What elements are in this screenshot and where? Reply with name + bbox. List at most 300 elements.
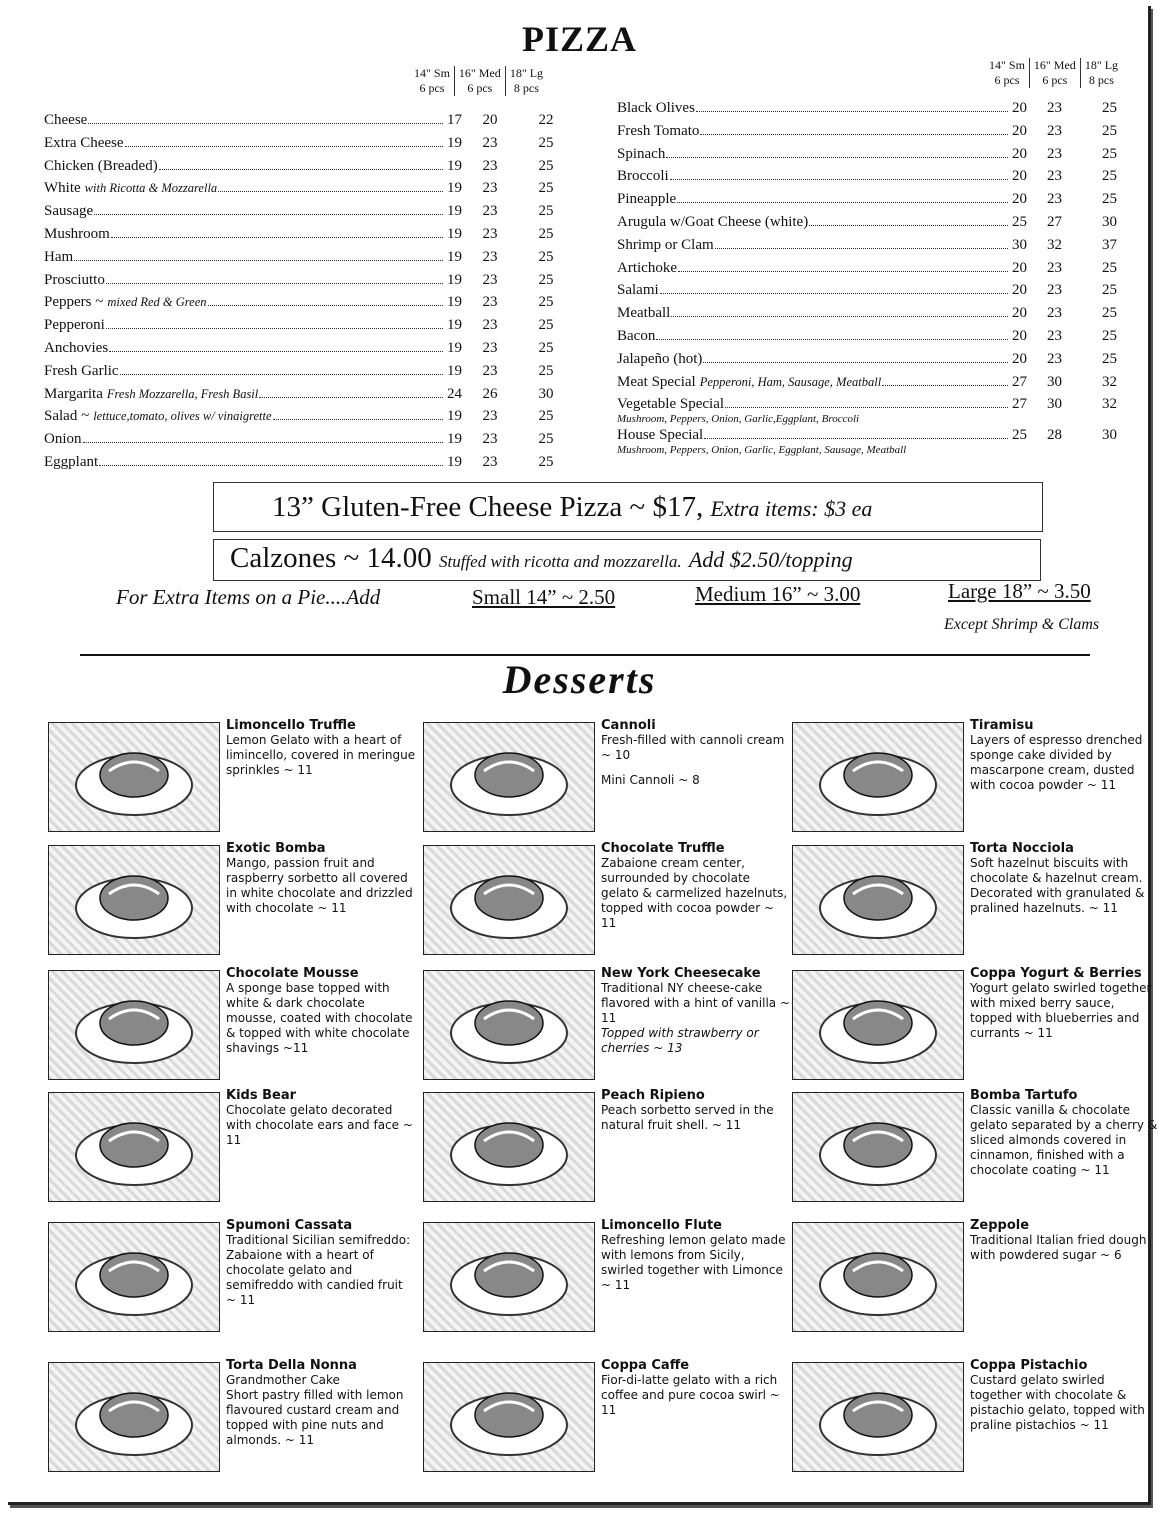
dessert-name: Bomba Tartufo — [970, 1088, 1078, 1103]
pizza-desc: Pepperoni, Ham, Sausage, Meatball — [699, 374, 882, 389]
dessert-photo — [792, 1362, 964, 1472]
dessert-text — [226, 1358, 416, 1448]
pizza-name: Sausage — [44, 203, 94, 220]
dessert-text — [601, 966, 791, 1056]
dessert-text — [601, 1088, 791, 1133]
pizza-name: Margarita — [44, 385, 103, 402]
size-header-label: 14" Sm — [414, 66, 450, 80]
gluten-free-box — [213, 482, 1043, 532]
pizza-name: Salami — [617, 282, 659, 299]
pizza-desc: mixed Red & Green — [107, 295, 207, 310]
dot-leader — [656, 338, 1008, 340]
pizza-row — [44, 454, 574, 477]
price-lg: 25 — [1102, 350, 1117, 367]
dot-leader — [99, 464, 443, 466]
pizza-sub-desc: Mushroom, Peppers, Onion, Garlic,Eggplant, Broccoli — [617, 413, 860, 426]
pizza-row — [44, 363, 574, 386]
pizza-row — [44, 408, 574, 431]
dot-leader — [109, 350, 443, 352]
size-header-pcs: 6 pcs — [467, 81, 493, 95]
dessert-text — [970, 1088, 1159, 1178]
dessert-photo — [792, 970, 964, 1080]
pizza-row — [44, 112, 574, 135]
pizza-row — [617, 123, 1137, 146]
price-med: 23 — [482, 134, 498, 151]
pizza-list-right — [617, 100, 1137, 458]
dessert-desc: Refreshing lemon gelato made with lemons from Sicily, swirled together with Limonce ~ 11 — [601, 1233, 786, 1292]
price-med: 23 — [482, 408, 498, 425]
dessert-desc2: Topped with strawberry or cherries ~ 13 — [601, 1026, 759, 1055]
pizza-name: Cheese — [44, 112, 88, 128]
dessert-desc: Grandmother Cake — [226, 1373, 340, 1387]
price-med: 27 — [1047, 213, 1062, 230]
dessert-text — [970, 718, 1159, 793]
dessert-desc: Yogurt gelato swirled together with mixed berry sauce, topped with blueberries and currants ~ 11 — [970, 981, 1152, 1040]
dessert-item — [792, 1358, 1152, 1484]
price-med: 20 — [482, 112, 498, 128]
size-header-label: 14" Sm — [989, 58, 1025, 72]
dessert-text — [601, 1358, 791, 1418]
price-sm: 20 — [1012, 122, 1027, 139]
size-header-label: 16" Med — [1033, 58, 1076, 72]
pizza-name: Onion — [44, 431, 82, 448]
dot-leader — [725, 406, 1008, 408]
pizza-name: House Special — [617, 427, 704, 444]
pizza-name: Black Olives — [617, 100, 695, 116]
price-lg: 25 — [538, 431, 554, 448]
dessert-text — [601, 1218, 791, 1293]
pizza-name: Fresh Tomato — [617, 122, 700, 139]
pizza-name: Salad ~ — [44, 408, 90, 425]
price-lg: 22 — [538, 112, 554, 128]
pizza-name: Mushroom — [44, 225, 110, 242]
dessert-desc: Chocolate gelato decorated with chocolate ears and face ~ 11 — [226, 1103, 413, 1147]
calzones-text: Calzones ~ 14.00 — [230, 542, 432, 574]
price-med: 26 — [482, 385, 498, 402]
dessert-item — [48, 1088, 413, 1214]
price-lg: 25 — [538, 180, 554, 197]
pizza-name: Prosciutto — [44, 271, 105, 288]
dot-leader — [666, 156, 1008, 158]
dessert-text — [226, 841, 416, 916]
pizza-name: White — [44, 180, 81, 197]
dessert-text — [601, 718, 791, 788]
price-lg: 32 — [1102, 396, 1117, 413]
dessert-photo — [423, 722, 595, 832]
size-headers-right — [985, 58, 1122, 88]
size-header-sm — [410, 66, 455, 96]
dessert-text — [226, 718, 416, 778]
size-header-label: 18" Lg — [1084, 58, 1119, 72]
size-header-lg — [1081, 58, 1122, 88]
size-header-label: 18" Lg — [509, 66, 544, 80]
price-sm: 20 — [1012, 145, 1027, 162]
pizza-name: Arugula w/Goat Cheese (white) — [617, 213, 809, 230]
dot-leader — [94, 213, 443, 215]
calzones-line — [230, 542, 853, 575]
dessert-name: Coppa Yogurt & Berries — [970, 966, 1142, 981]
price-lg: 25 — [538, 134, 554, 151]
dot-leader — [74, 259, 443, 261]
dessert-photo — [423, 1222, 595, 1332]
dessert-text — [970, 1358, 1159, 1433]
price-med: 23 — [1047, 145, 1062, 162]
pizza-list-left — [44, 112, 574, 477]
dessert-name: Peach Ripieno — [601, 1088, 705, 1103]
dessert-name: Kids Bear — [226, 1088, 297, 1103]
dot-leader — [106, 282, 443, 284]
pizza-name: Pepperoni — [44, 317, 105, 334]
dessert-photo — [423, 970, 595, 1080]
pizza-name: Peppers ~ — [44, 294, 104, 311]
pizza-row — [44, 340, 574, 363]
pizza-name: Bacon — [617, 327, 656, 344]
pizza-name: Ham — [44, 248, 74, 265]
dessert-name: Limoncello Flute — [601, 1218, 722, 1233]
price-sm: 19 — [447, 317, 462, 334]
dot-leader — [273, 418, 443, 420]
size-header-pcs: 6 pcs — [994, 73, 1020, 87]
dessert-desc: Traditional Italian fried dough with powdered sugar ~ 6 — [970, 1233, 1147, 1262]
extra-items-label: For Extra Items on a Pie....Add — [116, 585, 381, 609]
dessert-item — [423, 1088, 783, 1214]
dessert-item — [48, 1358, 408, 1484]
gluten-free-extra: Extra items: $3 ea — [710, 496, 873, 521]
price-lg: 37 — [1102, 236, 1117, 253]
dessert-name: Cannoli — [601, 718, 656, 733]
price-lg: 30 — [1102, 213, 1117, 230]
dot-leader — [715, 247, 1008, 249]
dessert-text — [601, 841, 791, 931]
pizza-desc: lettuce,tomato, olives w/ vinaigrette — [93, 409, 272, 424]
dot-leader — [88, 122, 443, 124]
pizza-row — [44, 431, 574, 454]
pizza-row — [44, 180, 574, 203]
dessert-desc2: Short pastry filled with lemon flavoured custard cream and topped with pine nuts and almonds. ~ 11 — [226, 1388, 404, 1447]
price-lg: 25 — [1102, 259, 1117, 276]
dessert-desc: Fresh-filled with cannoli cream ~ 10 — [601, 733, 785, 762]
pizza-sub-desc: Mushroom, Peppers, Onion, Garlic, Eggplant, Sausage, Meatball — [617, 443, 907, 456]
pizza-row — [44, 272, 574, 295]
dessert-desc: Classic vanilla & chocolate gelato separated by a cherry & sliced almonds covered in cinnamon, finished with a chocolate coating ~ 11 — [970, 1103, 1158, 1177]
price-lg: 30 — [538, 385, 554, 402]
dessert-name: Limoncello Truffle — [226, 718, 356, 733]
price-sm: 20 — [1012, 259, 1027, 276]
size-header-lg — [506, 66, 547, 96]
pizza-row — [617, 282, 1137, 305]
price-lg: 25 — [538, 271, 554, 288]
price-sm: 27 — [1012, 396, 1027, 413]
pizza-desc: Fresh Mozzarella, Fresh Basil — [106, 386, 259, 401]
price-med: 23 — [482, 203, 498, 220]
dessert-photo — [48, 845, 220, 955]
dessert-name: New York Cheesecake — [601, 966, 761, 981]
dot-leader — [125, 145, 443, 147]
pizza-desc: with Ricotta & Mozzarella — [84, 181, 218, 196]
pizza-name: Jalapeño (hot) — [617, 350, 703, 367]
dessert-desc: Custard gelato swirled together with chocolate & pistachio gelato, topped with praline pistachios ~ 11 — [970, 1373, 1145, 1432]
pizza-row — [44, 386, 574, 409]
price-sm: 30 — [1012, 236, 1027, 253]
price-lg: 25 — [1102, 327, 1117, 344]
dessert-desc: Mango, passion fruit and raspberry sorbetto all covered in white chocolate and drizzled with chocolate ~ 11 — [226, 856, 413, 915]
dot-leader — [120, 373, 443, 375]
price-med: 28 — [1047, 427, 1062, 444]
size-header-pcs: 6 pcs — [1042, 73, 1068, 87]
dessert-name: Exotic Bomba — [226, 841, 326, 856]
pizza-row — [44, 158, 574, 181]
pizza-name: Artichoke — [617, 259, 677, 276]
price-lg: 25 — [1102, 100, 1117, 116]
price-lg: 25 — [1102, 305, 1117, 322]
dot-leader — [809, 224, 1008, 226]
size-headers-left — [410, 66, 547, 96]
price-sm: 20 — [1012, 350, 1027, 367]
pizza-row — [44, 135, 574, 158]
dessert-photo — [48, 722, 220, 832]
dot-leader — [670, 178, 1008, 180]
price-lg: 25 — [1102, 168, 1117, 185]
size-header-label: 16" Med — [458, 66, 501, 80]
price-sm: 19 — [447, 408, 462, 425]
price-sm: 20 — [1012, 327, 1027, 344]
price-lg: 25 — [538, 317, 554, 334]
pizza-name: Pineapple — [617, 191, 677, 208]
pizza-row — [617, 260, 1137, 283]
price-med: 23 — [1047, 122, 1062, 139]
dessert-item — [792, 1088, 1158, 1214]
price-sm: 20 — [1012, 168, 1027, 185]
gluten-free-line — [272, 491, 872, 524]
dot-leader — [677, 201, 1008, 203]
dessert-item — [792, 718, 1152, 844]
price-sm: 19 — [447, 248, 462, 265]
dessert-photo — [792, 1222, 964, 1332]
price-med: 23 — [482, 317, 498, 334]
price-sm: 19 — [447, 225, 462, 242]
pizza-name: Fresh Garlic — [44, 362, 119, 379]
price-med: 23 — [1047, 282, 1062, 299]
price-sm: 25 — [1012, 213, 1027, 230]
price-sm: 20 — [1012, 191, 1027, 208]
dot-leader — [671, 315, 1008, 317]
dot-leader — [259, 396, 443, 398]
price-med: 23 — [482, 453, 498, 470]
size-header-med — [455, 66, 506, 96]
price-lg: 25 — [538, 453, 554, 470]
price-med: 23 — [482, 271, 498, 288]
dot-leader — [208, 304, 443, 306]
dessert-desc: Zabaione cream center, surrounded by chocolate gelato & carmelized hazelnuts, topped with cocoa powder ~ 11 — [601, 856, 788, 930]
price-sm: 19 — [447, 203, 462, 220]
dessert-item — [792, 841, 1152, 967]
price-lg: 25 — [538, 203, 554, 220]
dessert-item — [792, 966, 1152, 1092]
dessert-text — [226, 1218, 416, 1308]
price-med: 23 — [482, 248, 498, 265]
price-med: 23 — [482, 157, 498, 174]
price-sm: 19 — [447, 362, 462, 379]
price-med: 23 — [1047, 259, 1062, 276]
price-sm: 19 — [447, 294, 462, 311]
price-med: 23 — [482, 362, 498, 379]
size-header-med — [1030, 58, 1081, 88]
desserts-title: Desserts — [502, 657, 657, 702]
dessert-item — [48, 841, 413, 967]
extra-large: Large 18” ~ 3.50 — [948, 579, 1091, 603]
price-sm: 24 — [447, 385, 462, 402]
pizza-row — [617, 168, 1137, 191]
price-lg: 30 — [1102, 427, 1117, 444]
dessert-name: Torta Nocciola — [970, 841, 1074, 856]
price-lg: 25 — [1102, 282, 1117, 299]
pizza-name: Meat Special — [617, 373, 696, 390]
pizza-row — [617, 351, 1137, 374]
extra-items-line — [116, 585, 380, 610]
dot-leader — [696, 110, 1008, 112]
price-sm: 20 — [1012, 282, 1027, 299]
dot-leader — [704, 437, 1008, 439]
price-sm: 20 — [1012, 305, 1027, 322]
dessert-text — [226, 1088, 416, 1148]
dessert-name: Chocolate Mousse — [226, 966, 359, 981]
dessert-name: Zeppole — [970, 1218, 1030, 1233]
dessert-name: Chocolate Truffle — [601, 841, 725, 856]
price-lg: 25 — [538, 408, 554, 425]
dot-leader — [703, 361, 1008, 363]
price-med: 23 — [1047, 191, 1062, 208]
pizza-name: Vegetable Special — [617, 396, 725, 413]
dessert-item — [423, 718, 785, 844]
calzones-box — [213, 539, 1041, 581]
price-med: 23 — [1047, 100, 1062, 116]
extra-medium: Medium 16” ~ 3.00 — [695, 582, 861, 606]
dot-leader — [882, 384, 1008, 386]
pizza-row — [44, 249, 574, 272]
price-sm: 27 — [1012, 373, 1027, 390]
dessert-photo — [48, 970, 220, 1080]
price-med: 32 — [1047, 236, 1062, 253]
size-header-pcs: 8 pcs — [513, 81, 539, 95]
price-med: 23 — [1047, 327, 1062, 344]
dessert-text — [970, 1218, 1159, 1263]
price-sm: 19 — [447, 180, 462, 197]
dot-leader — [83, 441, 444, 443]
price-lg: 25 — [538, 362, 554, 379]
dessert-item — [48, 718, 416, 844]
price-lg: 25 — [538, 339, 554, 356]
pizza-row — [44, 294, 574, 317]
price-sm: 17 — [447, 112, 462, 128]
calzones-add: Add $2.50/topping — [688, 547, 853, 572]
price-sm: 20 — [1012, 100, 1027, 116]
price-lg: 25 — [538, 157, 554, 174]
pizza-name: Meatball — [617, 305, 671, 322]
price-lg: 25 — [1102, 145, 1117, 162]
price-sm: 25 — [1012, 427, 1027, 444]
dessert-photo — [792, 845, 964, 955]
calzones-desc: Stuffed with ricotta and mozzarella. — [439, 552, 682, 571]
dessert-item — [48, 1218, 411, 1344]
dessert-photo — [423, 1092, 595, 1202]
pizza-name: Shrimp or Clam — [617, 236, 714, 253]
dessert-item — [423, 966, 791, 1092]
price-med: 30 — [1047, 396, 1062, 413]
dessert-photo — [423, 845, 595, 955]
dessert-text — [970, 841, 1159, 916]
pizza-row — [617, 214, 1137, 237]
size-header-pcs: 8 pcs — [1088, 73, 1114, 87]
pizza-name: Eggplant — [44, 453, 99, 470]
pizza-row — [617, 328, 1137, 351]
pizza-row — [617, 100, 1137, 123]
size-header-sm — [985, 58, 1030, 88]
price-med: 23 — [482, 225, 498, 242]
pizza-row — [617, 374, 1137, 397]
except-note: Except Shrimp & Clams — [944, 616, 1100, 633]
dot-leader — [111, 236, 443, 238]
dot-leader — [660, 292, 1008, 294]
dessert-name: Coppa Pistachio — [970, 1358, 1088, 1373]
dot-leader — [700, 133, 1008, 135]
price-sm: 19 — [447, 431, 462, 448]
dessert-photo — [792, 722, 964, 832]
pizza-row — [44, 317, 574, 340]
dessert-name: Torta Della Nonna — [226, 1358, 357, 1373]
dessert-item — [423, 1218, 786, 1344]
price-med: 23 — [482, 180, 498, 197]
dessert-name: Spumoni Cassata — [226, 1218, 353, 1233]
size-header-pcs: 6 pcs — [419, 81, 445, 95]
pizza-name: Anchovies — [44, 339, 109, 356]
pizza-row — [44, 203, 574, 226]
dessert-desc: Traditional Sicilian semifreddo: Zabaione with a heart of chocolate gelato and semifreddo with candied fruit ~ 11 — [226, 1233, 411, 1307]
dessert-text — [226, 966, 416, 1056]
dessert-item — [423, 1358, 783, 1484]
dessert-item — [48, 966, 413, 1092]
dot-leader — [218, 190, 443, 192]
pizza-name: Spinach — [617, 145, 666, 162]
dessert-desc: Soft hazelnut biscuits with chocolate & hazelnut cream. Decorated with granulated & pralined hazelnuts. ~ 11 — [970, 856, 1145, 915]
price-lg: 25 — [538, 225, 554, 242]
price-sm: 19 — [447, 134, 462, 151]
price-lg: 32 — [1102, 373, 1117, 390]
dot-leader — [678, 270, 1008, 272]
dessert-desc: A sponge base topped with white & dark chocolate mousse, coated with chocolate & topped with white chocolate shavings ~11 — [226, 981, 413, 1055]
dessert-item — [792, 1218, 1152, 1344]
pizza-name: Extra Cheese — [44, 134, 124, 151]
price-med: 23 — [482, 294, 498, 311]
dessert-desc: Fior-di-latte gelato with a rich coffee and pure cocoa swirl ~ 11 — [601, 1373, 780, 1417]
price-lg: 25 — [1102, 122, 1117, 139]
dessert-desc: Peach sorbetto served in the natural fruit shell. ~ 11 — [601, 1103, 774, 1132]
dessert-photo — [792, 1092, 964, 1202]
pizza-row — [617, 237, 1137, 260]
pizza-name: Broccoli — [617, 168, 669, 185]
pizza-name: Chicken (Breaded) — [44, 157, 158, 174]
gluten-free-text: 13” Gluten-Free Cheese Pizza ~ $17, — [272, 491, 704, 523]
pizza-title: PIZZA — [521, 19, 638, 59]
dessert-photo — [48, 1362, 220, 1472]
price-med: 23 — [482, 431, 498, 448]
dessert-item — [423, 841, 788, 967]
pizza-row — [617, 146, 1137, 169]
pizza-row — [44, 226, 574, 249]
price-med: 30 — [1047, 373, 1062, 390]
dessert-photo — [423, 1362, 595, 1472]
price-sm: 19 — [447, 339, 462, 356]
dot-leader — [159, 168, 443, 170]
